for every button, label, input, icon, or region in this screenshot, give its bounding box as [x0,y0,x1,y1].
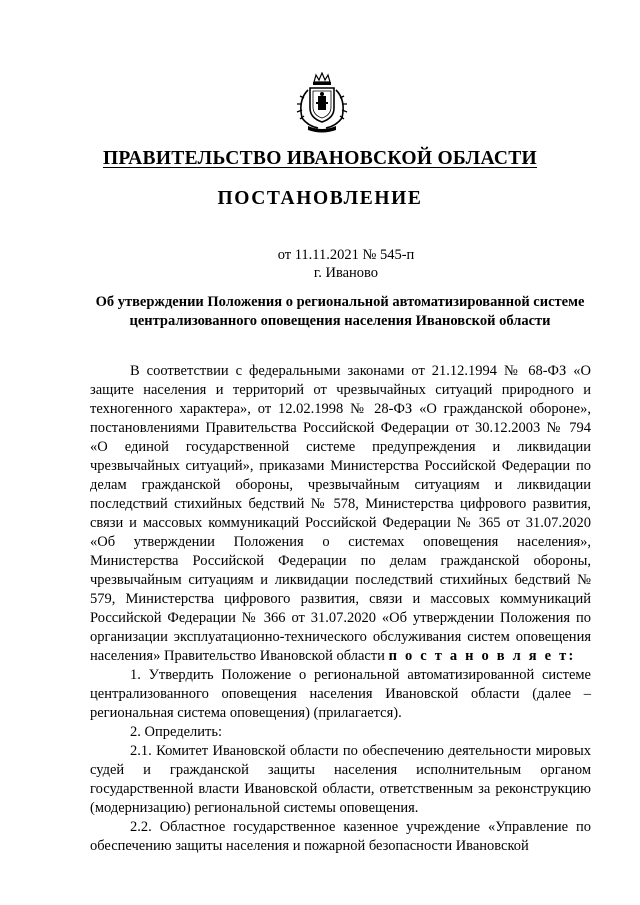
government-name: ПРАВИТЕЛЬСТВО ИВАНОВСКОЙ ОБЛАСТИ [102,148,538,169]
preamble-text: В соответствии с федеральными законами от 21.12.1994 № 68-ФЗ «О защите населения и территорий от чрезвычайных ситуаций природного и техногенного характера», от 12.02.1998 № 28-ФЗ «О гражданской обороне», постановлениями Правительства Российской Федерации от 30.12.2003 № 794 «О единой государственной системе предупреждения и ликвидации чрезвычайных ситуаций», приказами Министерства Российской Федерации по делам гражданской обороны, чрезвычайным ситуациям и ликвидации последствий стихийных бедствий № 578, Министерства цифрового развития, связи и массовых коммуникаций Российской Федерации № 365 от 31.07.2020 «Об утверждении Положения о системах оповещения населения», Министерства Российской Федерации по делам гражданской обороны, чрезвычайным ситуациям и ликвидации последствий стихийных бедствий № 579, Министерства цифрового развития, связи и массовых коммуникаций Российской Федерации № 366 от 31.07.2020 «Об утверждении Положения по организации эксплуатационно-технического обслуживания систем оповещения населения» Правительство Ивановской области [90,363,591,664]
resolves-text: п о с т а н о в л я е т: [388,648,576,664]
preamble-paragraph [90,362,591,666]
document-type: ПОСТАНОВЛЕНИЕ [217,188,423,209]
item-2-2: 2.2. Областное государственное казенное учреждение «Управление по обеспечению защиты населения и пожарной безопасности Ивановской [90,819,591,854]
date-number: от 11.11.2021 № 545-п [277,247,415,263]
item-1: 1. Утвердить Положение о региональной автоматизированной системе централизованного оповещения населения Ивановской области (далее – региональная система оповещения) (прилагается). [90,667,591,721]
city: г. Иваново [313,265,379,281]
document-body [90,362,591,856]
item-2-1: 2.1. Комитет Ивановской области по обеспечению деятельности мировых судей и гражданской защиты населения исполнительным органом государственной власти Ивановской области, ответственным за реконструкцию (модернизацию) региональной системы оповещения. [90,743,591,816]
ivanovo-coat-of-arms-icon [294,72,350,134]
document-meta [0,246,640,282]
document-title: Об утверждении Положения о региональной автоматизированной системе централизованного оповещения населения Ивановской области [95,294,585,329]
item-2: 2. Определить: [130,724,223,740]
